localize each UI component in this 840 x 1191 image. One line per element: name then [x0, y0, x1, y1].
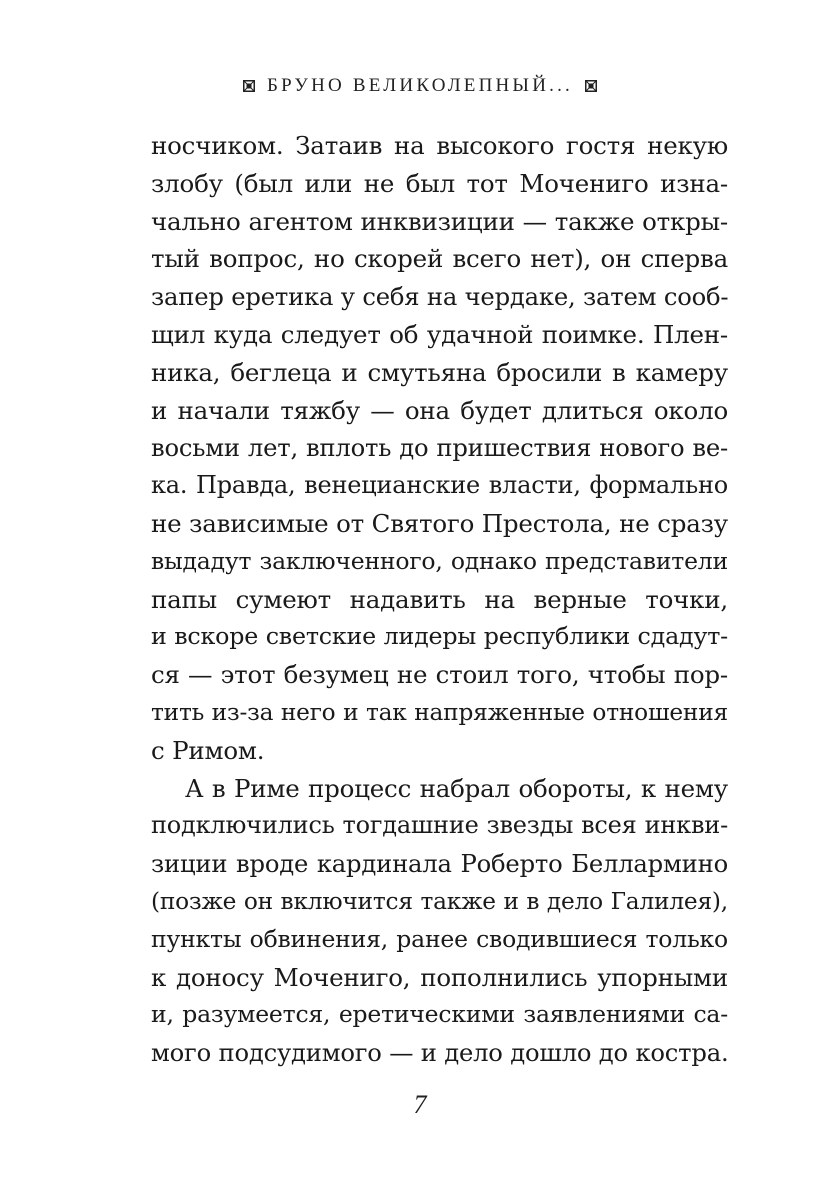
text-line: пункты обвинения, ранее сводившиеся только — [151, 924, 728, 953]
text-line: ка. Правда, венецианские власти, формально — [151, 471, 728, 500]
text-line: и начали тяжбу — она будет длиться около — [151, 395, 728, 425]
text-line: ся — этот безумец не стоил того, чтобы пор- — [151, 660, 728, 690]
text-line: носчиком. Затаив на высокого гостя некую — [151, 131, 728, 160]
text-line-paragraph-end: мого подсудимого — и дело дошло до костра. — [151, 1038, 729, 1068]
text-line: папы сумеют надавить на верные точки, — [151, 584, 728, 614]
text-line: злобу (был или не был тот Мочениго изна- — [151, 168, 728, 198]
body-text — [151, 127, 728, 1072]
text-line: зиции вроде кардинала Роберто Беллармино — [151, 849, 728, 879]
text-line: подключились тогдашние звезды всея инкви- — [151, 811, 728, 840]
text-line: тить из-за него и так напряженные отношения — [151, 698, 728, 726]
text-line: чально агентом инквизиции — также откры- — [151, 206, 728, 236]
text-line: восьми лет, вплоть до пришествия нового ве- — [151, 433, 728, 463]
running-title: БРУНО ВЕЛИКОЛЕПНЫЙ... — [267, 75, 573, 96]
running-head — [0, 72, 840, 100]
text-line: и вскоре светские лидеры республики сдадут- — [151, 622, 728, 651]
square-ornament-icon — [243, 80, 255, 92]
text-line: выдадут заключенного, однако представители — [151, 546, 728, 575]
text-line: ника, беглеца и смутьяна бросили в камеру — [151, 357, 728, 387]
text-line-paragraph-end: с Римом. — [151, 735, 265, 765]
text-line: к доносу Мочениго, пополнились упорными — [151, 962, 728, 992]
page-number: 7 — [413, 1090, 427, 1119]
text-line: (позже он включится также и в дело Галилея), — [151, 887, 728, 915]
text-line: щил куда следует об удачной поимке. Плен- — [151, 319, 728, 349]
text-line: и, разумеется, еретическими заявлениями са- — [151, 1000, 728, 1029]
text-line: не зависимые от Святого Престола, не сразу — [151, 508, 728, 538]
text-line: запер еретика у себя на чердаке, затем сооб- — [151, 282, 729, 312]
square-ornament-icon — [585, 80, 597, 92]
text-line: тый вопрос, но скорей всего нет), он сперва — [151, 244, 728, 274]
text-line-paragraph-start: А в Риме процесс набрал обороты, к нему — [185, 773, 728, 803]
